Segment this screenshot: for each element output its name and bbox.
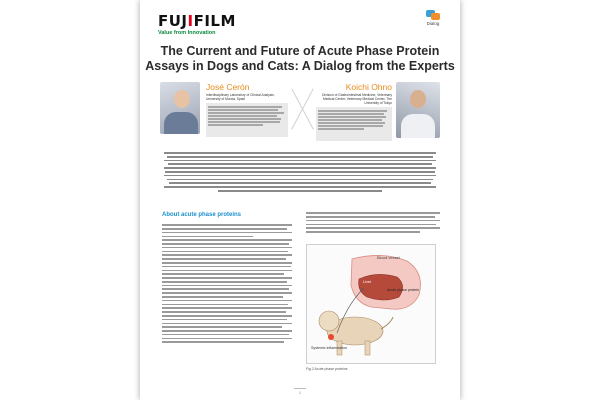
dialog-badge-label: Dialog bbox=[426, 21, 440, 26]
article-title-line-2: Assays in Dogs and Cats: A Dialog from the Experts bbox=[145, 59, 455, 73]
speaker-photo-ceron bbox=[160, 82, 200, 134]
speaker-affiliation-ohno: Division of Gastrointestinal Medicine, Veterinary Medical Center, Veterinary Medical Center, The University of Tokyo bbox=[322, 93, 392, 105]
speaker-info-ohno bbox=[316, 82, 392, 141]
section-heading: About acute phase proteins bbox=[162, 212, 242, 218]
acute-phase-diagram bbox=[307, 245, 437, 365]
x-divider bbox=[290, 86, 316, 132]
speaker-affiliation-ceron: Interdisciplinary Laboratory of Clinical Analysis, University of Murcia, Spain bbox=[206, 93, 275, 101]
speaker-name-ceron: José Cerón bbox=[206, 82, 250, 92]
speaker-bio-ohno bbox=[316, 107, 392, 141]
speakers-section bbox=[160, 82, 440, 144]
acute-phase-protein-label: Acute phase protein bbox=[387, 288, 419, 292]
brand-tagline: Value from Innovation bbox=[158, 30, 216, 36]
speaker-info-ceron bbox=[206, 82, 288, 137]
inflammation-marker bbox=[328, 334, 334, 340]
speech-bubbles-icon bbox=[426, 10, 440, 20]
blood-vessel-label: Blood vessel bbox=[377, 255, 400, 260]
figure-caption bbox=[306, 367, 436, 371]
figure-caption-text: Fig.2 Acute phase proteins bbox=[306, 367, 348, 371]
speaker-photo-ohno bbox=[396, 82, 440, 138]
speaker-bio-ceron bbox=[206, 103, 288, 137]
document-page bbox=[140, 0, 460, 400]
figure-acute-phase-diagram bbox=[306, 244, 436, 364]
body-column-right bbox=[306, 210, 440, 235]
brand-logo bbox=[158, 12, 236, 36]
body-column-left bbox=[162, 222, 292, 345]
intro-paragraph bbox=[164, 150, 436, 202]
systemic-inflammation-label: Systemic inflammation bbox=[311, 346, 347, 350]
page-number: 1 bbox=[294, 388, 306, 395]
dialog-badge bbox=[422, 10, 444, 26]
article-title bbox=[140, 44, 460, 74]
speaker-name-ohno: Koichi Ohno bbox=[345, 82, 392, 92]
article-title-line-1: The Current and Future of Acute Phase Protein bbox=[160, 44, 440, 58]
brand-name: FUJIFILM bbox=[158, 12, 236, 30]
liver-label: Liver bbox=[363, 280, 372, 284]
